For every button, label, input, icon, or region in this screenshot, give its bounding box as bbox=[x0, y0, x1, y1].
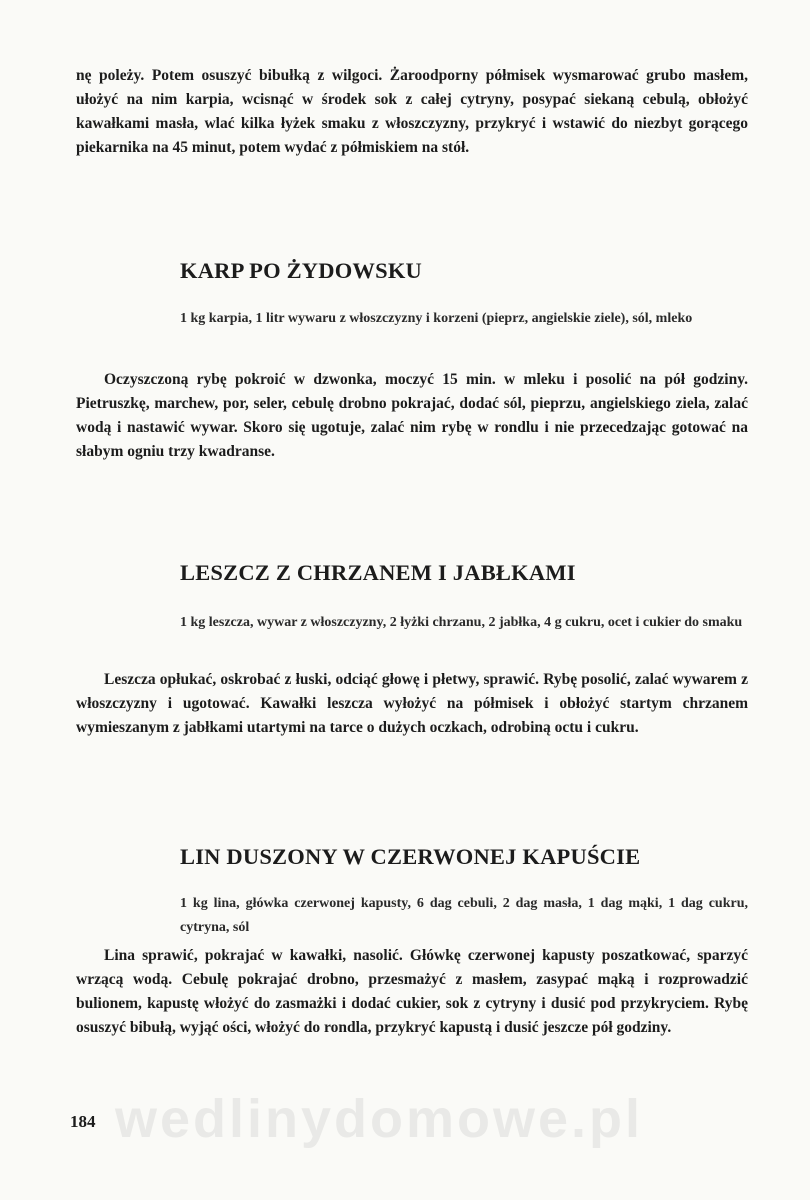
recipe-ingredients-lin: 1 kg lina, główka czerwonej kapusty, 6 dag cebuli, 2 dag masła, 1 dag mąki, 1 dag cukru, cytryna, sól bbox=[180, 896, 748, 935]
recipe-ingredients-karp: 1 kg karpia, 1 litr wywaru z włoszczyzny i korzeni (pieprz, angielskie ziele), sól, mleko bbox=[180, 311, 693, 326]
recipe-method-karp: Oczyszczoną rybę pokroić w dzwonka, moczyć 15 min. w mleku i posolić na pół godziny. Pietruszkę, marchew, por, seler, cebulę drobno pokrajać, dodać sól, pieprzu, angielskiego ziela, zalać wodą i nastawić wywar. Skoro się ugotuje, zalać nim rybę w rondlu i nie przecedzając gotować na słabym ogniu trzy kwadranse. bbox=[76, 371, 748, 460]
recipe-title-leszcz: LESZCZ Z CHRZANEM I JABŁKAMI bbox=[180, 560, 576, 585]
recipe-title-karp: KARP PO ŻYDOWSKU bbox=[180, 258, 422, 283]
recipe-method-lin: Lina sprawić, pokrajać w kawałki, nasolić. Główkę czerwonej kapusty poszatkować, sparzyć wrzącą wodą. Cebulę pokrajać drobno, przesmażyć z masłem, zasypać mąką i rozprowadzić bulionem, kapustę włożyć do zasmażki i dodać cukier, sok z cytryny i dusić pod przykryciem. Rybę osuszyć bibułą, wyjąć ości, włożyć do rondla, przykryć kapustą i dusić jeszcze pół godziny. bbox=[76, 947, 748, 1036]
watermark: wedlinydomowe.pl bbox=[115, 1089, 644, 1149]
recipe-title-lin: LIN DUSZONY W CZERWONEJ KAPUŚCIE bbox=[180, 844, 641, 869]
recipe-ingredients-leszcz: 1 kg leszcza, wywar z włoszczyzny, 2 łyżki chrzanu, 2 jabłka, 4 g cukru, ocet i cukier do smaku bbox=[180, 615, 743, 630]
intro-paragraph: nę poleży. Potem osuszyć bibułką z wilgoci. Żaroodporny półmisek wysmarować grubo masłem, ułożyć na nim karpia, wcisnąć w środek sok z całej cytryny, posypać siekaną cebulą, obłożyć kawałkami masła, wlać kilka łyżek smaku z włoszczyzny, przykryć i wstawić do niezbyt gorącego piekarnika na 45 minut, potem wydać z półmiskiem na stół. bbox=[76, 67, 748, 156]
page-number: 184 bbox=[70, 1112, 96, 1131]
recipe-method-leszcz: Leszcza opłukać, oskrobać z łuski, odciąć głowę i płetwy, sprawić. Rybę posolić, zalać wywarem z włoszczyzny i ugotować. Kawałki leszcza wyłożyć na półmisek i obłożyć startym chrzanem wymieszanym z jabłkami utartymi na tarce o dużych oczkach, odrobiną octu i cukru. bbox=[76, 671, 748, 736]
